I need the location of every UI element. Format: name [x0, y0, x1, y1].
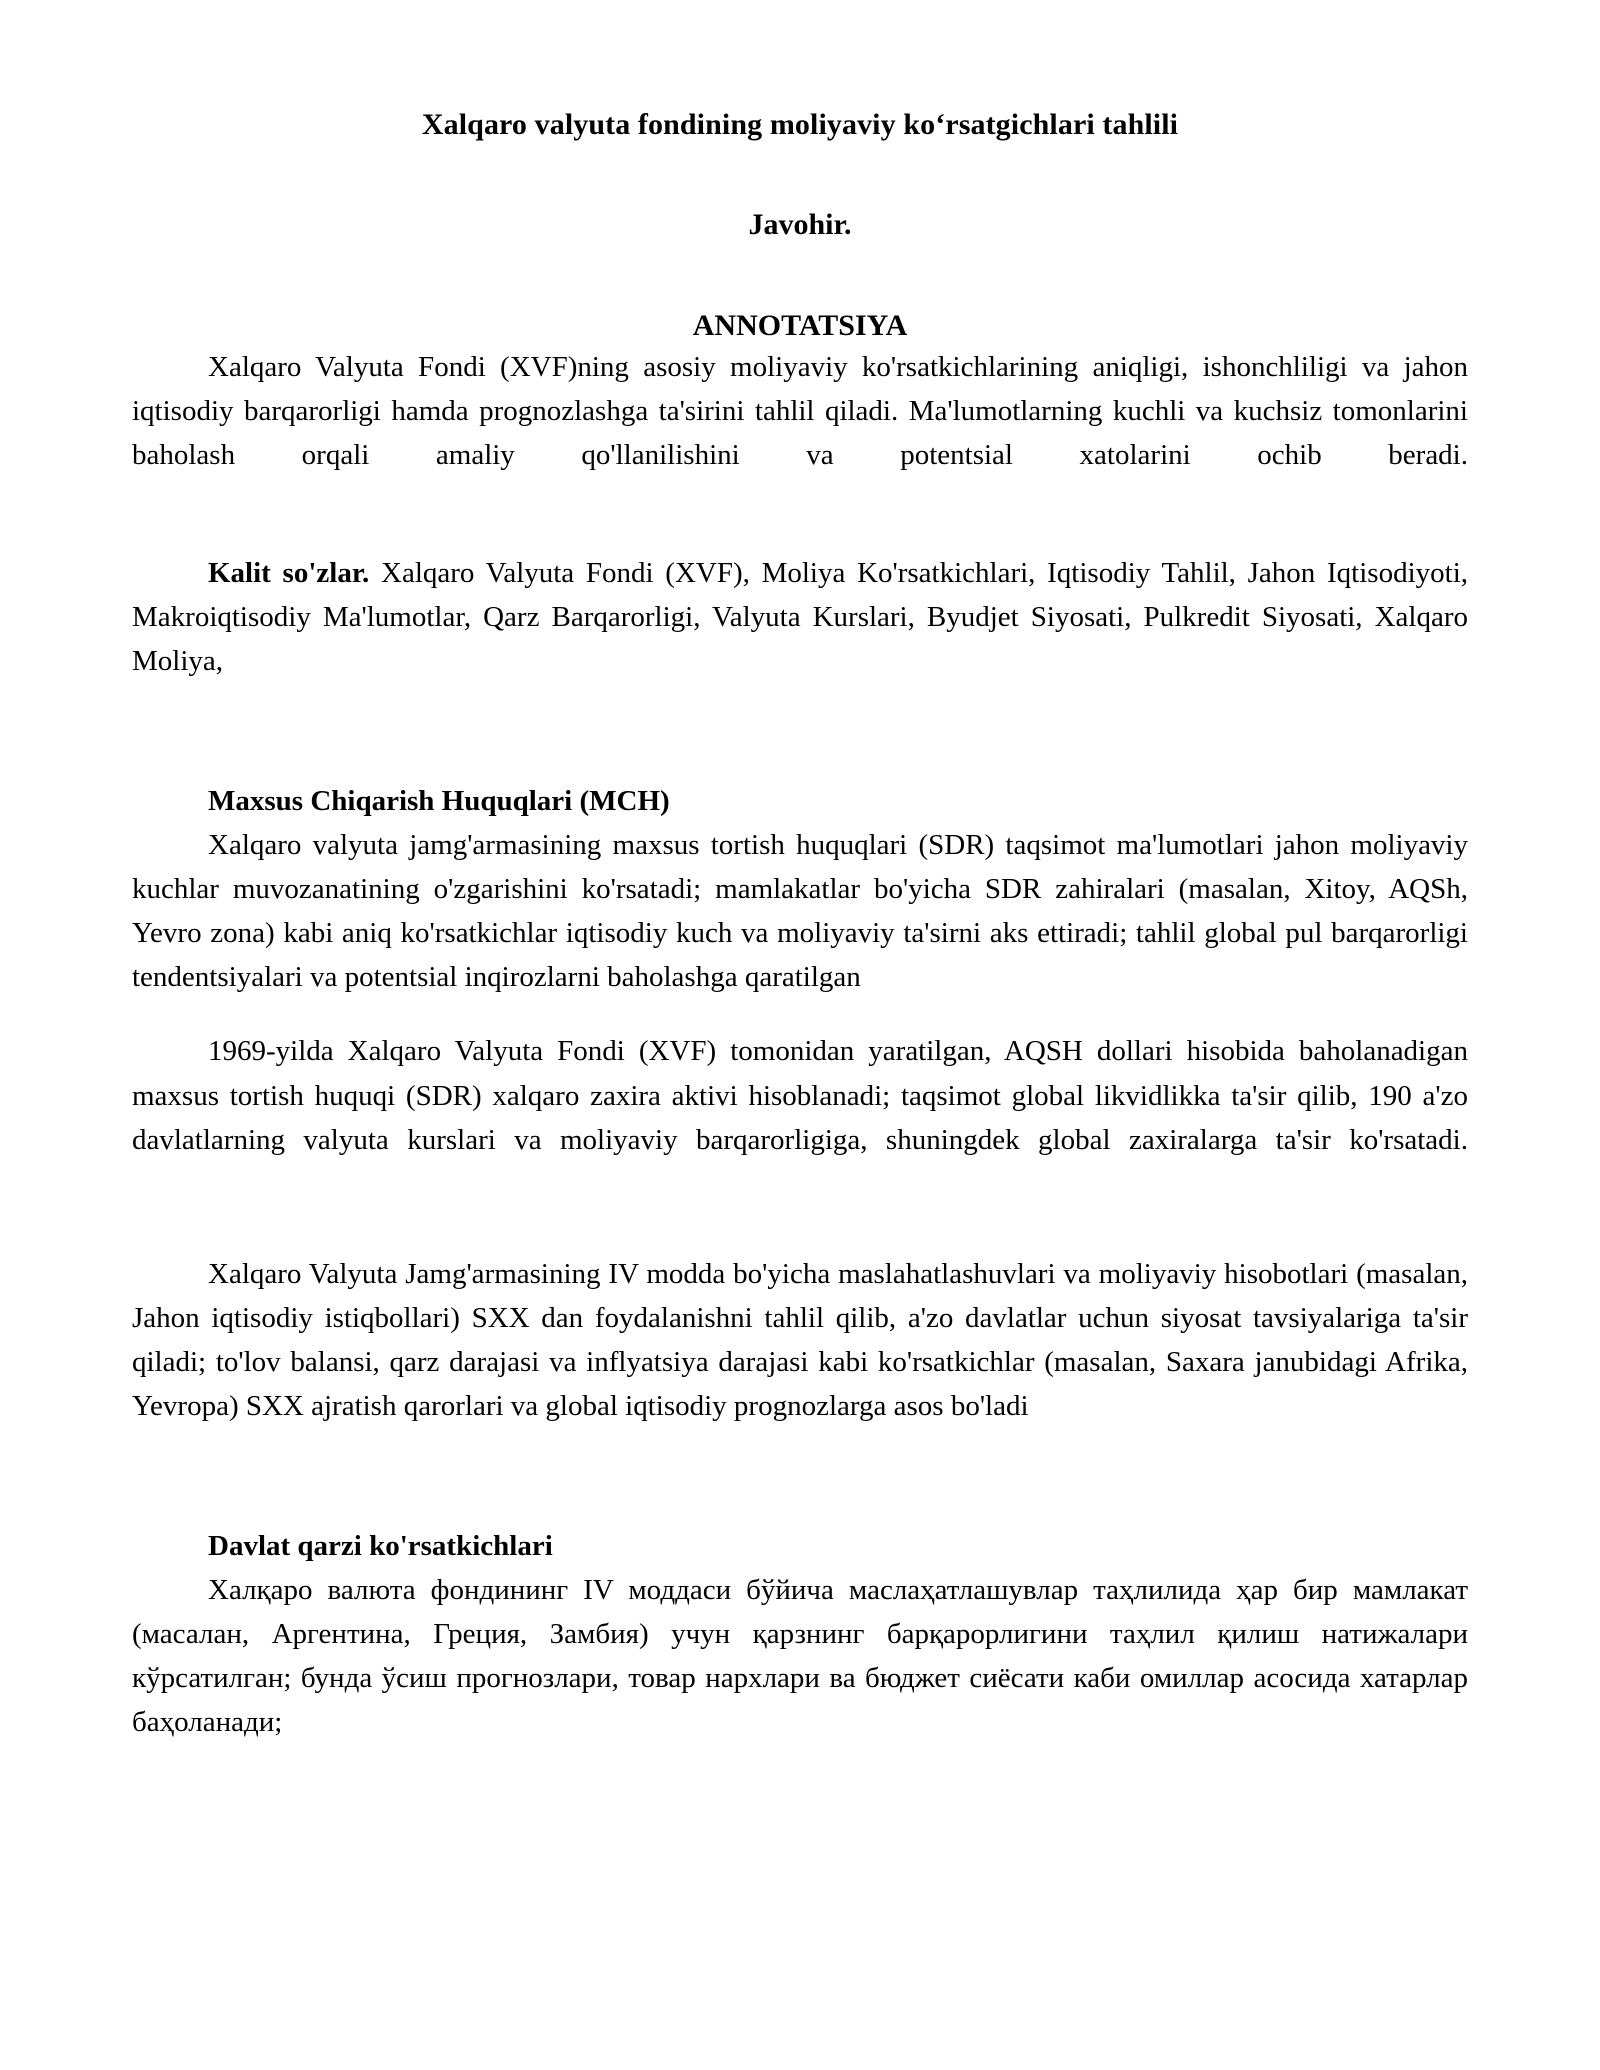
spacer	[132, 683, 1468, 779]
section-mch-paragraph-3: Xalqaro Valyuta Jamg'armasining IV modda bo'yicha maslahatlashuvlari va moliyaviy hisobotlari (masalan, Jahon iqtisodiy istiqbollari) SXX dan foydalanishni tahlil qilib, a'zo davlatlar uchun siyosat tavsiyalariga ta'sir qiladi; to'lov balansi, qarz darajasi va inflyatsiya darajasi kabi ko'rsatkichlar (masalan, Saxara janubidagi Afrika, Yevropa) SXX ajratish qarorlari va global iqtisodiy prognozlarga asos bo'ladi	[132, 1257, 1468, 1422]
annotation-paragraph: Xalqaro Valyuta Fondi (XVF)ning asosiy moliyaviy ko'rsatkichlarining aniqligi, ishonchliligi va jahon iqtisodiy barqarorligi hamda prognozlashga ta'sirini tahlil qiladi. Ma'lumotlarning kuchli va kuchsiz tomonlarini baholash orqali amaliy qo'llanilishini va potentsial xatolarini ochib beradi.	[132, 350, 1468, 471]
spacer	[132, 1428, 1468, 1524]
spacer	[132, 521, 1468, 551]
keywords-label: Kalit so'zlar.	[208, 556, 370, 589]
spacer	[132, 999, 1468, 1029]
section-mch-paragraph-1: Xalqaro valyuta jamg'armasining maxsus tortish huquqlari (SDR) taqsimot ma'lumotlari jahon moliyaviy kuchlar muvozanatining o'zgarishini ko'rsatadi; mamlakatlar bo'yicha SDR zahiralari (masalan, Xitoy, AQSh, Yevro zona) kabi aniq ko'rsatkichlar iqtisodiy kuch va moliyaviy ta'sirni aks ettiradi; tahlil global pul barqarorligi tendentsiyalari va potentsial inqirozlarni baholashga qaratilgan	[132, 829, 1468, 994]
section-davlat-qarzi-paragraph-1: Халқаро валюта фондининг IV моддаси бўйича маслаҳатлашувлар таҳлилида ҳар бир мамлакат (масалан, Аргентина, Греция, Замбия) учун қарзнинг барқарорлигини таҳлил қилиш натижалари кўрсатилган; бунда ўсиш прогнозлари, товар нархлари ва бюджет сиёсати каби омиллар асосида хатарлар баҳоланади;	[132, 1574, 1468, 1739]
section-heading-davlat-qarzi: Davlat qarzi ko'rsatkichlari	[208, 1530, 553, 1563]
section-mch-paragraph-2: 1969-yilda Xalqaro Valyuta Fondi (XVF) tomonidan yaratilgan, AQSH dollari hisobida baholanadigan maxsus tortish huquqi (SDR) xalqaro zaxira aktivi hisoblanadi; taqsimot global likvidlikka ta'sir qilib, 190 a'zo davlatlarning valyuta kurslari va moliyaviy barqarorligiga, shuningdek global zaxiralarga ta'sir ko'rsatadi.	[132, 1035, 1468, 1156]
keywords-paragraph	[132, 551, 1468, 683]
keywords-list: Xalqaro Valyuta Fondi (XVF), Moliya Ko'rsatkichlari, Iqtisodiy Tahlil, Jahon Iqtisodiyoti, Makroiqtisodiy Ma'lumotlar, Qarz Barqarorligi, Valyuta Kurslari, Byudjet Siyosati, Pulkredit Siyosati, Xalqaro Moliya,	[132, 556, 1468, 677]
page-title: Xalqaro valyuta fondining moliyaviy ko‘rsatgichlari tahlili	[421, 108, 1179, 141]
author-name: Javohir.	[748, 207, 852, 241]
spacer	[132, 1206, 1468, 1252]
section-heading-mch: Maxsus Chiqarish Huquqlari (MCH)	[208, 785, 670, 818]
annotation-heading: ANNOTATSIYA	[692, 309, 908, 342]
